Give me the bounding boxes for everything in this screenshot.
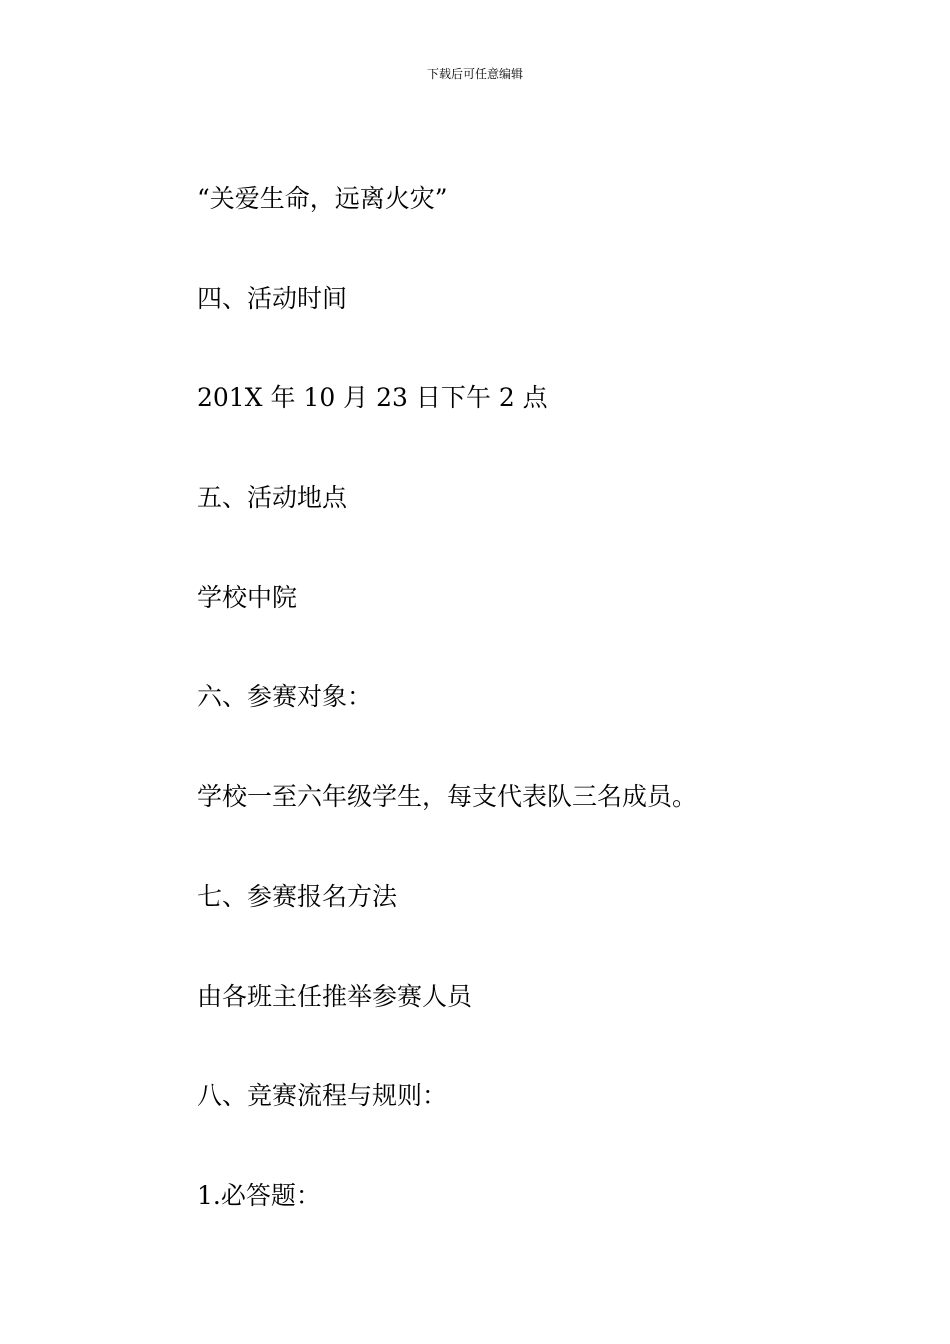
subheading-required-questions: 1.必答题： [197, 1180, 321, 1210]
page-header-note: 下载后可任意编辑 [426, 67, 523, 81]
section-heading-participants: 六、参赛对象： [197, 682, 373, 712]
section-heading-registration: 七、参赛报名方法 [197, 881, 398, 911]
document-body [197, 182, 877, 1279]
participants-text: 学校一至六年级学生，每支代表队三名成员。 [197, 782, 698, 812]
theme-slogan: “关爱生命，远离火灾” [197, 184, 448, 213]
activity-time-text: 201X 年 10 月 23 日下午 2 点 [197, 383, 548, 413]
section-heading-activity-time: 四、活动时间 [197, 283, 348, 313]
activity-location-text: 学校中院 [197, 582, 298, 612]
section-heading-activity-location: 五、活动地点 [197, 483, 348, 513]
registration-text: 由各班主任推举参赛人员 [197, 981, 473, 1011]
section-heading-process-rules: 八、竞赛流程与规则： [197, 1081, 448, 1111]
